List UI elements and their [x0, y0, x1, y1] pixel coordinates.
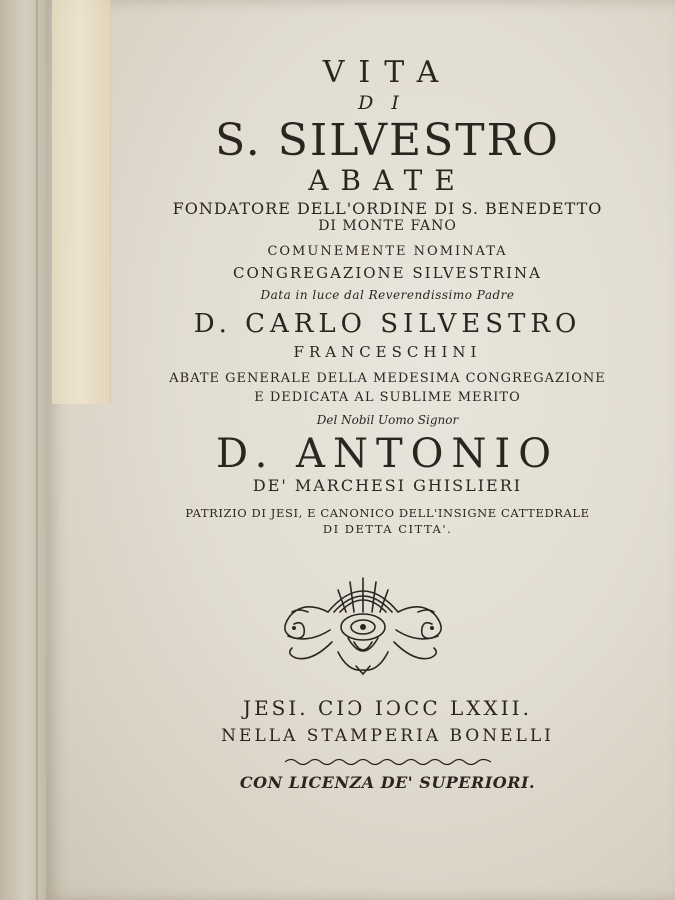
facing-page-edge: [0, 0, 46, 900]
imprint-place-date: JESI. CIƆ IƆCC LXXII.: [243, 696, 532, 720]
title-di: DI: [358, 92, 417, 114]
dedicatee-detta-citta: DI DETTA CITTA'.: [322, 521, 453, 536]
title-vita: VITA: [322, 55, 453, 90]
dedication-line: E DEDICATA AL SUBLIME MERITO: [254, 390, 521, 405]
subtitle-monte-fano: DI MONTE FANO: [318, 218, 457, 234]
subtitle-data-in-luce: Data in luce dal Reverendissimo Padre: [260, 288, 515, 302]
dedication-nobil-uomo: Del Nobil Uomo Signor: [316, 413, 459, 427]
subtitle-fondatore: FONDATORE DELL'ORDINE DI S. BENEDETTO: [172, 199, 603, 218]
repair-tape-strip: [52, 0, 111, 404]
dedicatee-patrizio: PATRIZIO DI JESI, E CANONICO DELL'INSIGNE CATTEDRALE: [185, 506, 590, 520]
title-abate: ABATE: [308, 164, 467, 197]
author-surname: FRANCESCHINI: [293, 343, 482, 361]
ornamental-rule-icon: [283, 757, 493, 767]
title-saint-name: S. SILVESTRO: [215, 115, 560, 166]
title-block: [110, 48, 665, 535]
imprint-printer: NELLA STAMPERIA BONELLI: [221, 726, 554, 746]
imprint-block: [110, 698, 665, 791]
dedicatee-family: DE' MARCHESI GHISLIERI: [252, 476, 523, 495]
imprint-licenza: CON LICENZA DE' SUPERIORI.: [239, 773, 536, 792]
author-title: ABATE GENERALE DELLA MEDESIMA CONGREGAZIONE: [169, 371, 606, 386]
author-name: D. CARLO SILVESTRO: [193, 309, 582, 339]
subtitle-congregazione: CONGREGAZIONE SILVESTRINA: [232, 264, 543, 282]
subtitle-comunemente: COMUNEMENTE NOMINATA: [267, 244, 508, 259]
book-gutter: [36, 0, 38, 900]
dedicatee-name: D. ANTONIO: [215, 431, 560, 477]
floral-shell-vignette-icon: [268, 572, 458, 676]
